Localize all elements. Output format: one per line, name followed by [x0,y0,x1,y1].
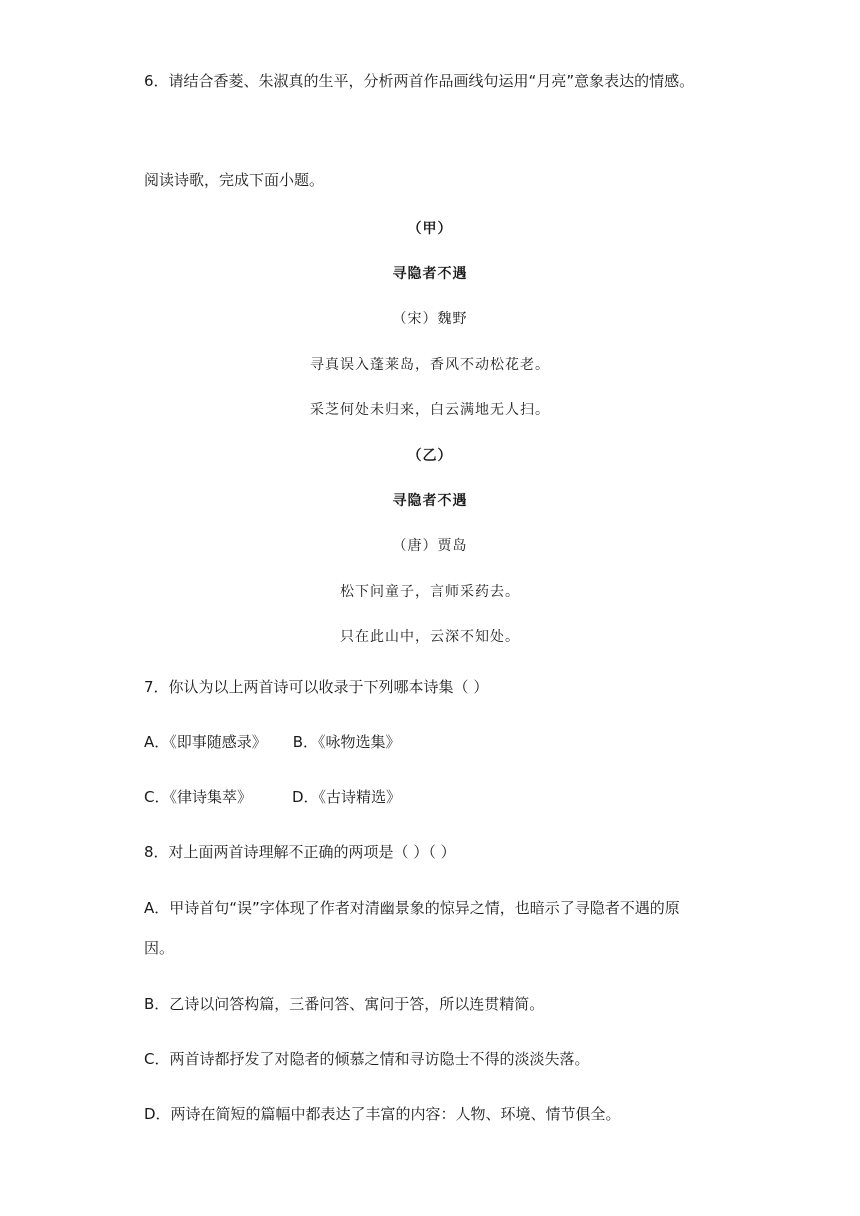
question-7-options-ab [144,732,401,752]
option-b: B．《咏物选集》 [292,733,401,751]
reading-intro: 阅读诗歌，完成下面小题。 [144,171,325,189]
poem-a-author: （宋）魏野 [392,311,468,327]
poem-a-title: 寻隐者不遇 [392,266,468,282]
question-8-option-a: A．甲诗首句“误”字体现了作者对清幽景象的惊异之情，也暗示了寻隐者不遇的原 [144,899,680,917]
poem-a-line-1: 寻真误入蓬莱岛，香风不动松花老。 [310,357,550,373]
question-8-option-b: B．乙诗以问答构篇，三番问答、寓问于答，所以连贯精简。 [144,995,545,1013]
question-7-options-cd [144,787,401,807]
question-8-option-a-cont: 因。 [144,939,175,957]
option-c: C．《律诗集萃》 [144,788,252,806]
poem-b-line-1: 松下问童子，言师采药去。 [340,584,520,600]
question-8-stem: 8．对上面两首诗理解不正确的两项是（ ）（ ） [144,843,456,861]
poem-b-line-2: 只在此山中，云深不知处。 [340,629,520,645]
poem-b-title: 寻隐者不遇 [392,493,468,509]
option-d: D．《古诗精选》 [291,788,402,806]
question-7-stem: 7．你认为以上两首诗可以收录于下列哪本诗集（ ） [144,678,489,696]
question-8-option-c: C．两首诗都抒发了对隐者的倾慕之情和寻访隐士不得的淡淡失落。 [144,1050,590,1068]
poem-b-mark: （乙） [407,448,453,464]
question-8-option-d: D．两诗在简短的篇幅中都表达了丰富的内容：人物、环境、情节俱全。 [144,1105,621,1123]
question-6: 6．请结合香菱、朱淑真的生平，分析两首作品画线句运用“月亮”意象表达的情感。 [144,72,695,90]
poem-a-line-2: 采芝何处未归来，白云满地无人扫。 [310,402,550,418]
poem-a-mark: （甲） [407,221,453,237]
option-a: A．《即事随感录》 [144,733,267,751]
poem-b-author: （唐）贾岛 [392,538,468,554]
